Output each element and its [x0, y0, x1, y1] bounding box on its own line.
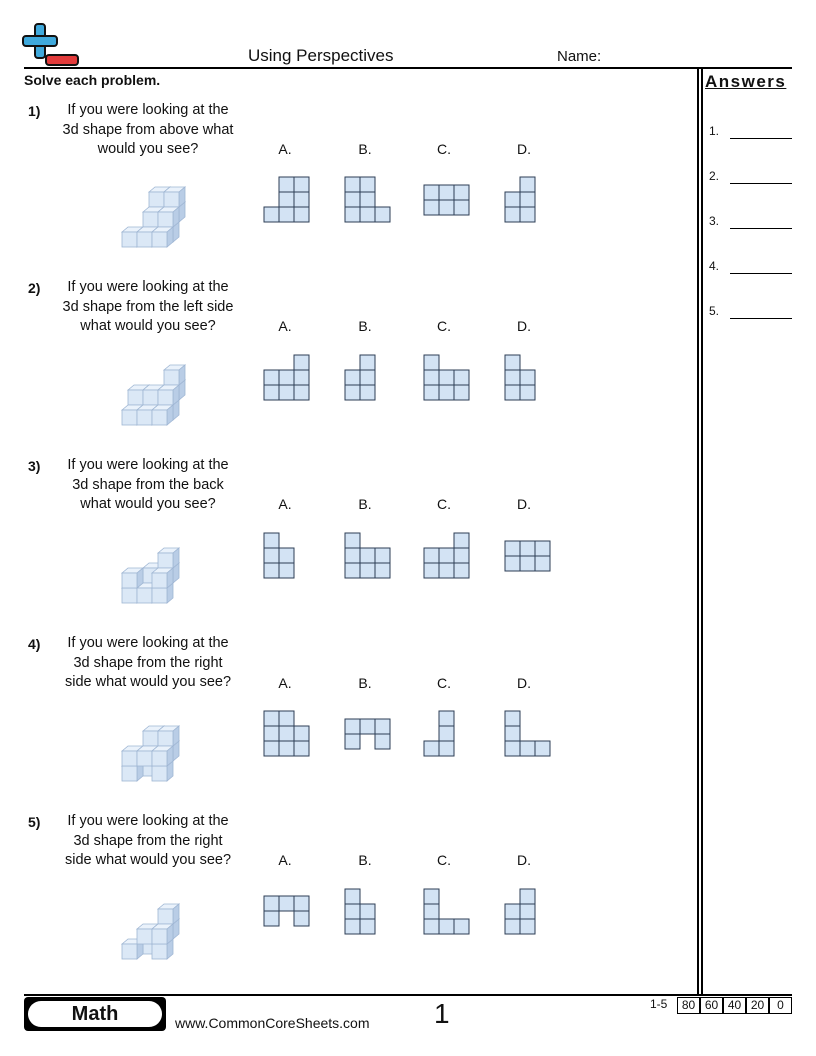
option-a-grid-4-cell	[279, 726, 294, 741]
option-a-problem-5: A.	[278, 852, 292, 868]
option-c-grid-3-cell	[454, 548, 469, 563]
instructions: Solve each problem.	[24, 72, 161, 88]
option-c-grid-2-cell	[454, 385, 469, 400]
option-a-grid-5-cell	[294, 896, 309, 911]
option-c-problem-5: C.	[437, 852, 451, 868]
option-a-grid-2-cell	[279, 385, 294, 400]
score-box-40: 40	[723, 997, 746, 1014]
option-a-grid-2-cell	[264, 370, 279, 385]
option-b-grid-2-cell	[360, 385, 375, 400]
option-c-grid-5-cell	[424, 904, 439, 919]
cube-figure-3-cube	[122, 568, 143, 588]
option-d-grid-5-cell	[505, 904, 520, 919]
cube-figure-4-cube	[158, 726, 179, 746]
option-b-problem-2: B.	[358, 318, 372, 334]
name-field[interactable]	[605, 50, 695, 66]
option-a-problem-1: A.	[278, 141, 292, 157]
option-c-grid-2	[424, 355, 504, 415]
option-c-grid-3-cell	[439, 548, 454, 563]
option-c-grid-5-cell	[454, 919, 469, 934]
option-a-grid-1-cell	[279, 177, 294, 192]
option-d-grid-2-cell	[505, 385, 520, 400]
option-a-grid-1-cell	[279, 207, 294, 222]
option-b-grid-3-cell	[345, 563, 360, 578]
option-a-grid-1-cell	[294, 207, 309, 222]
option-d-problem-5: D.	[517, 852, 531, 868]
option-b-grid-5-cell	[345, 904, 360, 919]
option-d-grid-1-cell	[505, 192, 520, 207]
cube-figure-2-cube	[152, 405, 173, 425]
option-a-grid-2-cell	[279, 370, 294, 385]
cube-figure-4-cube	[152, 746, 173, 766]
option-d-grid-2-cell	[505, 355, 520, 370]
option-c-grid-4-cell	[439, 741, 454, 756]
problem-number-1: 1)	[28, 103, 41, 119]
option-b-grid-5-cell	[345, 889, 360, 904]
option-a-grid-1-cell	[279, 192, 294, 207]
option-c-problem-3: C.	[437, 496, 451, 512]
option-b-grid-3	[345, 533, 425, 593]
option-c-grid-1-cell	[424, 200, 439, 215]
page-title: Using Perspectives	[248, 46, 394, 65]
footer-rule	[24, 994, 792, 996]
problem-text-4: If you were looking at the 3d shape from the right side what would you see?	[64, 635, 232, 690]
option-c-grid-2-cell	[454, 370, 469, 385]
option-d-grid-2-cell	[520, 385, 535, 400]
cube-figure-1-cube	[152, 227, 173, 247]
cube-figure-2	[122, 350, 202, 430]
option-d-grid-3-cell	[535, 556, 550, 571]
cube-figure-5	[122, 884, 202, 964]
option-d-grid-4-cell	[505, 726, 520, 741]
option-b-problem-5: B.	[358, 852, 372, 868]
answer-field-1[interactable]	[730, 138, 792, 139]
option-b-grid-3-cell	[360, 563, 375, 578]
option-d-grid-1-cell	[520, 207, 535, 222]
option-d-grid-5	[505, 889, 585, 949]
option-a-grid-2-cell	[294, 370, 309, 385]
option-a-grid-3	[264, 533, 344, 593]
option-c-grid-1-cell	[454, 185, 469, 200]
option-a-grid-4-cell	[279, 711, 294, 726]
problem-text-1: If you were looking at the 3d shape from above what would you see?	[62, 102, 234, 157]
answers-heading: Answers	[705, 72, 787, 91]
option-a-grid-1	[264, 177, 344, 237]
logo-icon	[22, 22, 80, 70]
option-a-grid-4-cell	[294, 726, 309, 741]
option-b-grid-2-cell	[360, 370, 375, 385]
cube-figure-3-cube	[158, 548, 179, 568]
option-a-grid-5-cell	[264, 896, 279, 911]
option-a-grid-3-cell	[279, 548, 294, 563]
option-c-grid-3	[424, 533, 504, 593]
option-b-grid-5-cell	[345, 919, 360, 934]
option-a-grid-5	[264, 896, 344, 956]
option-b-problem-1: B.	[358, 141, 372, 157]
option-d-grid-1	[505, 177, 585, 237]
option-b-grid-3-cell	[345, 548, 360, 563]
cube-figure-1	[122, 172, 202, 252]
option-c-grid-5-cell	[424, 889, 439, 904]
option-d-grid-1-cell	[505, 207, 520, 222]
problem-text-3: If you were looking at the 3d shape from the back what would you see?	[67, 457, 229, 512]
option-b-problem-4: B.	[358, 675, 372, 691]
option-b-grid-1-cell	[360, 207, 375, 222]
option-c-grid-5-cell	[439, 919, 454, 934]
option-b-grid-3-cell	[360, 548, 375, 563]
option-c-grid-2-cell	[439, 370, 454, 385]
option-d-grid-1-cell	[520, 177, 535, 192]
option-d-grid-5-cell	[520, 904, 535, 919]
answer-field-5[interactable]	[730, 318, 792, 319]
option-c-grid-4	[424, 711, 504, 771]
problem-number-2: 2)	[28, 280, 41, 296]
score-box-80: 80	[677, 997, 700, 1014]
option-a-problem-2: A.	[278, 318, 292, 334]
option-b-grid-2-cell	[360, 355, 375, 370]
option-c-problem-2: C.	[437, 318, 451, 334]
option-a-grid-1-cell	[294, 177, 309, 192]
option-d-grid-4-cell	[505, 741, 520, 756]
option-c-grid-2-cell	[424, 370, 439, 385]
option-a-grid-4-cell	[264, 726, 279, 741]
option-b-grid-3-cell	[375, 548, 390, 563]
answer-label-2: 2.	[709, 169, 720, 183]
option-b-problem-3: B.	[358, 496, 372, 512]
option-c-grid-1	[424, 185, 504, 245]
name-label: Name:	[557, 48, 602, 65]
problem-text-2: If you were looking at the 3d shape from the left side what would you see?	[62, 279, 234, 334]
option-b-grid-5-cell	[360, 919, 375, 934]
option-d-grid-3-cell	[520, 556, 535, 571]
header-rule	[24, 67, 792, 69]
option-c-grid-4-cell	[439, 726, 454, 741]
option-c-grid-4-cell	[424, 741, 439, 756]
option-b-grid-2	[345, 355, 425, 415]
option-d-grid-4-cell	[505, 711, 520, 726]
option-a-grid-2-cell	[294, 355, 309, 370]
option-a-grid-5-cell	[294, 911, 309, 926]
score-box-0: 0	[769, 997, 792, 1014]
option-c-grid-1-cell	[454, 200, 469, 215]
option-c-grid-4-cell	[439, 711, 454, 726]
option-b-grid-4-cell	[375, 734, 390, 749]
cube-figure-3-cube	[152, 568, 173, 588]
option-a-grid-5-cell	[279, 896, 294, 911]
option-d-grid-1-cell	[520, 192, 535, 207]
option-d-problem-4: D.	[517, 675, 531, 691]
option-a-grid-4-cell	[279, 741, 294, 756]
cube-figure-4	[122, 706, 202, 786]
option-a-problem-4: A.	[278, 675, 292, 691]
cube-figure-2-cube	[164, 365, 185, 385]
answer-field-4[interactable]	[730, 273, 792, 274]
site-url: www.CommonCoreSheets.com	[175, 1015, 370, 1031]
option-d-problem-1: D.	[517, 141, 531, 157]
answer-field-2[interactable]	[730, 183, 792, 184]
subject-badge	[24, 997, 166, 1031]
option-a-grid-2	[264, 355, 344, 415]
option-d-problem-2: D.	[517, 318, 531, 334]
option-d-grid-5-cell	[505, 919, 520, 934]
cube-figure-1-cube	[158, 207, 179, 227]
option-b-grid-1-cell	[375, 207, 390, 222]
option-a-grid-3-cell	[264, 548, 279, 563]
option-c-grid-3-cell	[424, 548, 439, 563]
option-b-grid-2-cell	[345, 370, 360, 385]
option-d-grid-4-cell	[535, 741, 550, 756]
option-c-problem-1: C.	[437, 141, 451, 157]
answer-label-4: 4.	[709, 259, 720, 273]
option-b-grid-4-cell	[375, 719, 390, 734]
answer-label-5: 5.	[709, 304, 720, 318]
option-a-grid-3-cell	[279, 563, 294, 578]
option-d-grid-4	[505, 711, 585, 771]
problem-number-5: 5)	[28, 814, 41, 830]
option-c-grid-1-cell	[439, 200, 454, 215]
option-b-grid-5	[345, 889, 425, 949]
answer-label-3: 3.	[709, 214, 720, 228]
problem-number-4: 4)	[28, 636, 41, 652]
option-b-grid-3-cell	[345, 533, 360, 548]
option-b-grid-1	[345, 177, 425, 237]
problem-number-3: 3)	[28, 458, 41, 474]
option-b-grid-4-cell	[345, 734, 360, 749]
score-box-60: 60	[700, 997, 723, 1014]
option-d-grid-2-cell	[505, 370, 520, 385]
option-a-grid-1-cell	[294, 192, 309, 207]
option-a-grid-3-cell	[264, 563, 279, 578]
option-d-grid-3-cell	[505, 556, 520, 571]
option-b-grid-1-cell	[360, 192, 375, 207]
option-c-grid-1-cell	[439, 185, 454, 200]
option-c-grid-1-cell	[424, 185, 439, 200]
option-d-grid-3	[505, 541, 585, 601]
problem-text-5: If you were looking at the 3d shape from the right side what would you see?	[64, 813, 232, 868]
option-c-grid-3-cell	[439, 563, 454, 578]
option-d-grid-4-cell	[520, 741, 535, 756]
option-d-grid-2-cell	[520, 370, 535, 385]
option-c-grid-3-cell	[424, 563, 439, 578]
option-c-grid-5	[424, 889, 504, 949]
option-a-grid-2-cell	[264, 385, 279, 400]
option-a-grid-4-cell	[264, 741, 279, 756]
option-b-grid-3-cell	[375, 563, 390, 578]
option-d-grid-5-cell	[520, 919, 535, 934]
cube-figure-2-cube	[158, 385, 179, 405]
option-c-grid-3-cell	[454, 533, 469, 548]
option-c-grid-2-cell	[424, 385, 439, 400]
option-c-problem-4: C.	[437, 675, 451, 691]
option-a-grid-4-cell	[264, 711, 279, 726]
subject-label: Math	[28, 1001, 162, 1027]
option-a-grid-4	[264, 711, 344, 771]
option-c-grid-5-cell	[424, 919, 439, 934]
answer-field-3[interactable]	[730, 228, 792, 229]
score-box-20: 20	[746, 997, 769, 1014]
option-d-grid-3-cell	[535, 541, 550, 556]
answer-label-1: 1.	[709, 124, 720, 138]
option-b-grid-4	[345, 719, 425, 779]
option-c-grid-3-cell	[454, 563, 469, 578]
option-b-grid-4-cell	[345, 719, 360, 734]
answer-divider-1	[697, 67, 699, 995]
option-c-grid-2-cell	[439, 385, 454, 400]
option-d-problem-3: D.	[517, 496, 531, 512]
cube-figure-3	[122, 528, 202, 608]
option-a-grid-4-cell	[294, 741, 309, 756]
option-c-grid-2-cell	[424, 355, 439, 370]
option-a-grid-2-cell	[294, 385, 309, 400]
option-d-grid-2	[505, 355, 585, 415]
cube-figure-1-cube	[164, 187, 185, 207]
option-b-grid-4-cell	[360, 719, 375, 734]
option-b-grid-1-cell	[345, 192, 360, 207]
option-b-grid-1-cell	[345, 207, 360, 222]
option-a-grid-3-cell	[264, 533, 279, 548]
option-b-grid-1-cell	[345, 177, 360, 192]
option-a-problem-3: A.	[278, 496, 292, 512]
option-b-grid-2-cell	[345, 385, 360, 400]
score-range-label: 1-5	[650, 997, 668, 1011]
option-b-grid-1-cell	[360, 177, 375, 192]
option-d-grid-3-cell	[505, 541, 520, 556]
option-d-grid-3-cell	[520, 541, 535, 556]
cube-figure-5-cube	[158, 904, 179, 924]
option-a-grid-5-cell	[264, 911, 279, 926]
page-number: 1	[434, 998, 450, 1029]
answer-divider-2	[701, 67, 703, 995]
option-d-grid-5-cell	[520, 889, 535, 904]
option-a-grid-1-cell	[264, 207, 279, 222]
cube-figure-5-cube	[152, 924, 173, 944]
option-b-grid-5-cell	[360, 904, 375, 919]
